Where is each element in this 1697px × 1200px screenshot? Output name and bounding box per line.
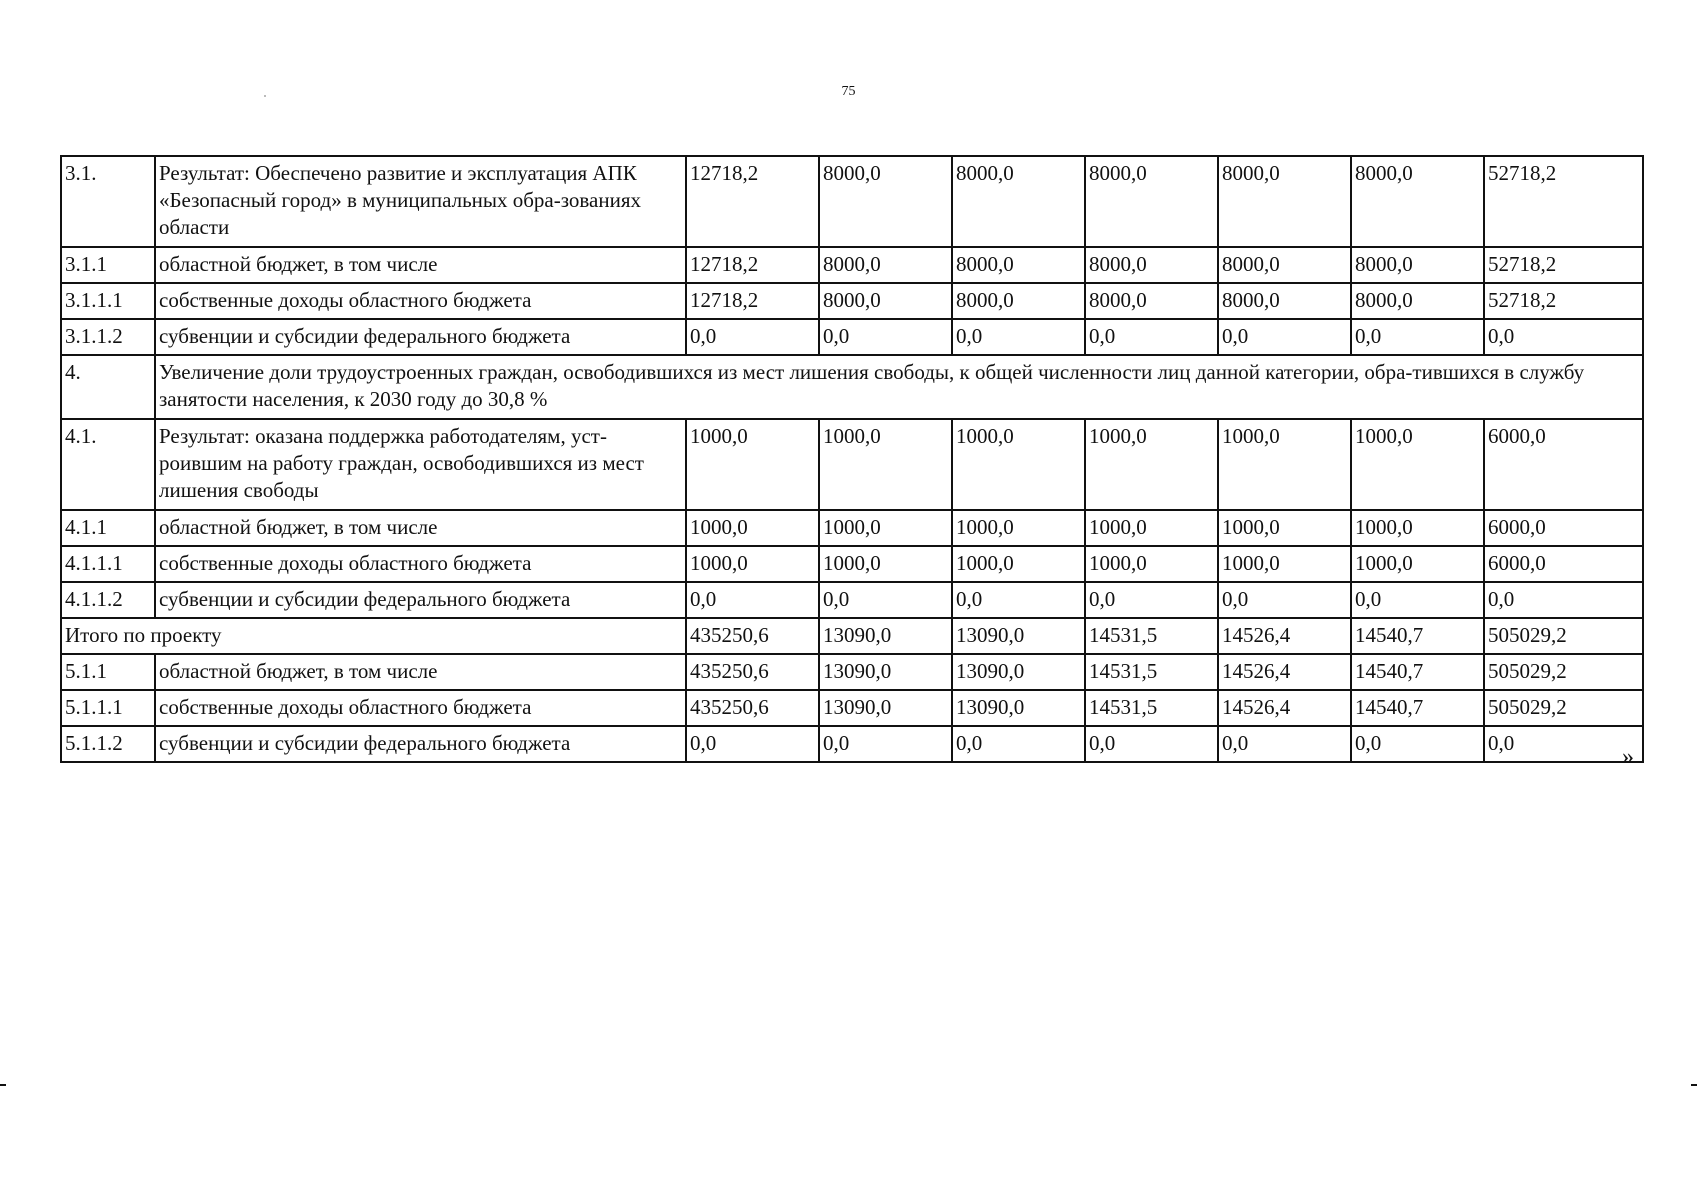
value-cell: 1000,0 [819,510,952,546]
total-cell: 0,0 [1484,726,1643,762]
value-cell: 8000,0 [1218,283,1351,319]
row-name: областной бюджет, в том числе [155,654,686,690]
value-cell: 13090,0 [819,618,952,654]
value-cell: 1000,0 [1351,546,1484,582]
value-cell: 8000,0 [1218,247,1351,283]
value-cell: 12718,2 [686,247,819,283]
value-cell: 8000,0 [819,156,952,247]
row-code: 3.1.1.2 [61,319,155,355]
value-cell: 0,0 [1085,582,1218,618]
table-row [61,247,1643,283]
table-row [61,510,1643,546]
value-cell: 435250,6 [686,618,819,654]
value-cell: 0,0 [1351,726,1484,762]
row-name: Результат: оказана поддержка работодателям, уст-роившим на работу граждан, освободившихся из мест лишения свободы [155,419,686,510]
value-cell: 8000,0 [1351,156,1484,247]
value-cell: 14540,7 [1351,618,1484,654]
total-cell: 52718,2 [1484,247,1643,283]
value-cell: 14531,5 [1085,690,1218,726]
row-name: областной бюджет, в том числе [155,247,686,283]
value-cell: 1000,0 [1085,419,1218,510]
row-name: Результат: Обеспечено развитие и эксплуатация АПК «Безопасный город» в муниципальных обра-зованиях области [155,156,686,247]
value-cell: 14531,5 [1085,618,1218,654]
value-cell: 0,0 [952,726,1085,762]
value-cell: 435250,6 [686,690,819,726]
value-cell: 0,0 [819,726,952,762]
value-cell: 1000,0 [819,546,952,582]
row-code: 5.1.1.1 [61,690,155,726]
left-edge-scan-mark [0,1084,6,1086]
table-row [61,726,1643,762]
closing-quote-mark: » [1622,744,1634,770]
row-code: 4.1.1.1 [61,546,155,582]
value-cell: 12718,2 [686,156,819,247]
total-cell: 0,0 [1484,319,1643,355]
value-cell: 1000,0 [686,419,819,510]
value-cell: 8000,0 [819,247,952,283]
table-row [61,355,1643,419]
value-cell: 1000,0 [1218,510,1351,546]
table-row [61,546,1643,582]
table-row-total [61,618,1643,654]
table-row [61,156,1643,247]
value-cell: 1000,0 [1218,419,1351,510]
row-code: 5.1.1.2 [61,726,155,762]
value-cell: 1000,0 [686,510,819,546]
value-cell: 13090,0 [952,654,1085,690]
value-cell: 14526,4 [1218,690,1351,726]
total-cell: 52718,2 [1484,283,1643,319]
value-cell: 0,0 [819,319,952,355]
value-cell: 14526,4 [1218,618,1351,654]
row-name: собственные доходы областного бюджета [155,546,686,582]
table-row [61,654,1643,690]
page-number: 75 [841,84,856,99]
row-code: 4.1.1 [61,510,155,546]
value-cell: 0,0 [952,319,1085,355]
value-cell: 0,0 [1085,726,1218,762]
table-row [61,283,1643,319]
value-cell: 0,0 [686,582,819,618]
total-cell: 52718,2 [1484,156,1643,247]
row-code: 4.1. [61,419,155,510]
value-cell: 8000,0 [1085,247,1218,283]
value-cell: 13090,0 [819,690,952,726]
value-cell: 12718,2 [686,283,819,319]
value-cell: 0,0 [686,319,819,355]
value-cell: 8000,0 [952,247,1085,283]
row-name: собственные доходы областного бюджета [155,690,686,726]
value-cell: 1000,0 [1218,546,1351,582]
value-cell: 1000,0 [952,510,1085,546]
value-cell: 1000,0 [1085,546,1218,582]
total-cell: 505029,2 [1484,690,1643,726]
value-cell: 0,0 [1351,582,1484,618]
value-cell: 8000,0 [1351,247,1484,283]
row-name: субвенции и субсидии федерального бюджета [155,582,686,618]
row-name: субвенции и субсидии федерального бюджета [155,319,686,355]
section-heading: Увеличение доли трудоустроенных граждан, освободившихся из мест лишения свободы, к общей численности лиц данной категории, обра-тившихся в службу занятости населения, к 2030 году до 30,8 % [155,355,1643,419]
value-cell: 14531,5 [1085,654,1218,690]
value-cell: 1000,0 [819,419,952,510]
value-cell: 8000,0 [1218,156,1351,247]
budget-table-container [60,155,1642,763]
row-code: 3.1. [61,156,155,247]
value-cell: 14526,4 [1218,654,1351,690]
row-code: 5.1.1 [61,654,155,690]
value-cell: 0,0 [686,726,819,762]
value-cell: 0,0 [1218,582,1351,618]
total-cell: 6000,0 [1484,510,1643,546]
total-cell: 6000,0 [1484,419,1643,510]
value-cell: 0,0 [1085,319,1218,355]
value-cell: 13090,0 [952,618,1085,654]
value-cell: 8000,0 [1085,156,1218,247]
right-edge-scan-mark [1691,1084,1697,1086]
value-cell: 0,0 [952,582,1085,618]
value-cell: 0,0 [1218,726,1351,762]
value-cell: 1000,0 [1351,510,1484,546]
value-cell: 14540,7 [1351,654,1484,690]
total-cell: 505029,2 [1484,618,1643,654]
table-row [61,582,1643,618]
value-cell: 8000,0 [1351,283,1484,319]
value-cell: 1000,0 [1085,510,1218,546]
total-cell: 505029,2 [1484,654,1643,690]
value-cell: 1000,0 [1351,419,1484,510]
row-name: областной бюджет, в том числе [155,510,686,546]
value-cell: 0,0 [1351,319,1484,355]
row-code: 4. [61,355,155,419]
value-cell: 14540,7 [1351,690,1484,726]
value-cell: 0,0 [1218,319,1351,355]
table-row [61,419,1643,510]
value-cell: 8000,0 [819,283,952,319]
value-cell: 8000,0 [952,283,1085,319]
row-code: 3.1.1 [61,247,155,283]
value-cell: 8000,0 [952,156,1085,247]
value-cell: 1000,0 [952,546,1085,582]
value-cell: 13090,0 [952,690,1085,726]
budget-table [60,155,1644,763]
total-label: Итого по проекту [61,618,686,654]
value-cell: 0,0 [819,582,952,618]
row-code: 4.1.1.2 [61,582,155,618]
value-cell: 8000,0 [1085,283,1218,319]
table-row [61,690,1643,726]
row-code: 3.1.1.1 [61,283,155,319]
table-row [61,319,1643,355]
value-cell: 1000,0 [686,546,819,582]
total-cell: 0,0 [1484,582,1643,618]
value-cell: 1000,0 [952,419,1085,510]
row-name: собственные доходы областного бюджета [155,283,686,319]
value-cell: 435250,6 [686,654,819,690]
value-cell: 13090,0 [819,654,952,690]
total-cell: 6000,0 [1484,546,1643,582]
row-name: субвенции и субсидии федерального бюджета [155,726,686,762]
